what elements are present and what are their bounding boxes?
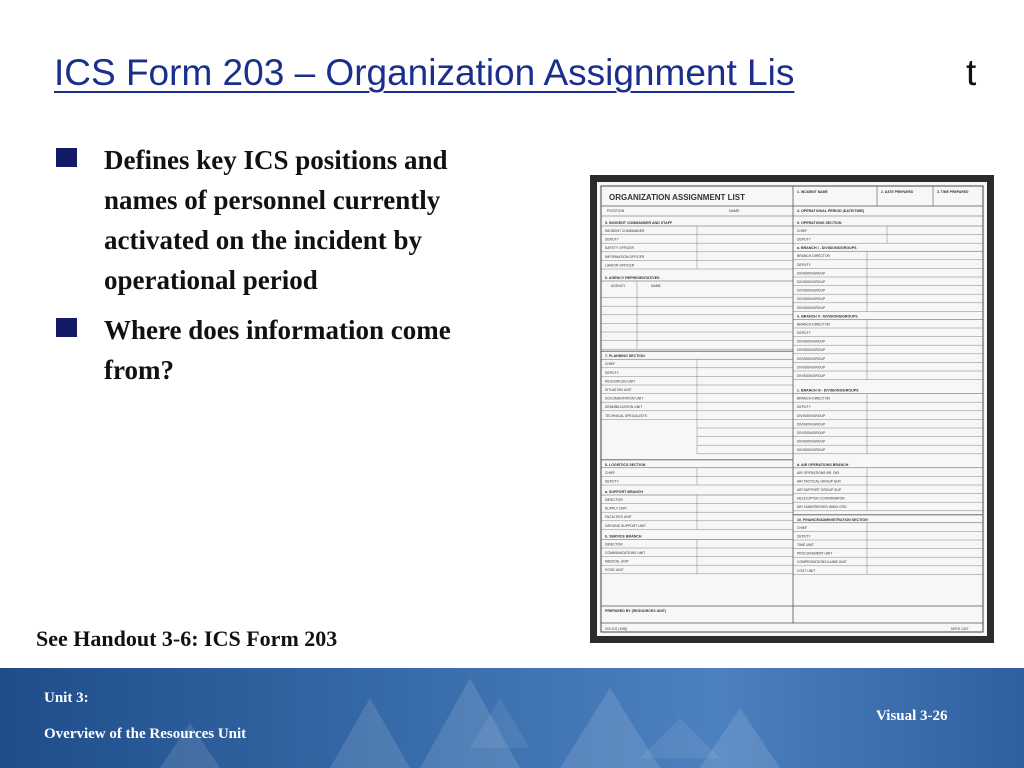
form-row-label: NAME [651, 284, 661, 288]
handout-note: See Handout 3-6: ICS Form 203 [36, 626, 338, 651]
form-row-label: DIVISION/GROUP [797, 271, 826, 276]
form-row-label: FACILITIES UNIT [605, 515, 632, 520]
form-row-label: BRANCH DIRECTOR [797, 254, 830, 259]
form-column-head: NAME [729, 209, 740, 213]
form-row-label: DEPUTY [797, 405, 811, 410]
form-row-label: MEDICAL UNIT [605, 559, 629, 564]
form-drawing [597, 182, 987, 636]
form-row-label: DIVISION/GROUP [797, 422, 826, 427]
footer-unit: Unit 3: [44, 690, 89, 706]
form-row-label: DIVISION/GROUP [797, 431, 826, 435]
form-row-label: CHIEF [605, 362, 616, 367]
form-row-label: CHIEF [797, 229, 808, 233]
form-row-label: DEPUTY [797, 534, 811, 539]
form-row-label: INFORMATION OFFICER [605, 254, 645, 259]
form-footer-left: 203 ICS (1/98) [605, 627, 628, 631]
form-row-label: CHIEF [605, 470, 616, 475]
slide-title-tail: t [966, 52, 977, 93]
slide-title [54, 52, 984, 104]
form-row-label: AGENCY [611, 284, 626, 288]
form-row-label: COST UNIT [797, 568, 816, 573]
form-section-title: 7. PLANNING SECTION [605, 354, 645, 359]
square-bullet-icon [56, 148, 77, 167]
form-column-head: POSITION [607, 209, 625, 213]
form-row-label: DEPUTY [797, 237, 811, 242]
form-row-label: LIAISON OFFICER [605, 263, 635, 268]
form-row-label: DEPUTY [605, 479, 619, 484]
form-row-label: RESOURCES UNIT [605, 379, 636, 384]
slide-title-text: ICS Form 203 – Organization Assignment Lis [54, 52, 795, 93]
form-section-title: a. BRANCH I - DIVISIONS/GROUPS [797, 246, 857, 251]
bullet-item [56, 140, 496, 300]
form-row-label: DEPUTY [797, 331, 811, 335]
form-row-label: FOOD UNIT [605, 568, 624, 573]
form-section-title: 5. INCIDENT COMMANDER AND STAFF [605, 221, 673, 225]
form-row-label: DIVISION/GROUP [797, 374, 826, 378]
form-row-label: PROCUREMENT UNIT [797, 551, 833, 556]
form-row-label: DIVISION/GROUP [797, 297, 826, 302]
form-column-head: 4. OPERATIONAL PERIOD (DATE/TIME) [797, 209, 865, 213]
form-sheet [597, 182, 987, 636]
form-section-title: 6. AGENCY REPRESENTATIVES [605, 276, 660, 280]
form-section-title: 9. OPERATIONS SECTION [797, 221, 842, 225]
form-prepared-by: PREPARED BY (RESOURCES UNIT) [605, 609, 667, 613]
form-row-label: AIR OPERATIONS BR. DIR. [797, 470, 840, 475]
form-row-label: DIVISION/GROUP [797, 413, 826, 418]
footer-arrows-decoration [0, 668, 1024, 768]
form-row-label: HELICOPTER COORDINATOR [797, 496, 845, 501]
form-row-label: TECHNICAL SPECIALISTS [605, 413, 647, 418]
form-row-label: DIVISION/GROUP [797, 305, 826, 310]
form-row-label: DIVISION/GROUP [797, 356, 826, 361]
form-row-label: AIR TANKER/FIXED WING CRD. [797, 505, 848, 510]
form-row-label: DEPUTY [605, 370, 619, 375]
form-footer-right: NFES 1327 [951, 627, 969, 631]
form-row-label: DEPUTY [797, 262, 811, 267]
form-section-title: c. BRANCH III - DIVISIONS/GROUPS [797, 388, 859, 393]
form-section-title: a. SUPPORT BRANCH [605, 490, 643, 494]
form-section-title: 8. LOGISTICS SECTION [605, 462, 646, 467]
form-row-label: DIVISION/GROUP [797, 288, 826, 293]
footer-subtitle: Overview of the Resources Unit [44, 726, 247, 742]
form-row-label: DIRECTOR [605, 498, 623, 502]
bullet-text: Where does information come from? [104, 315, 451, 385]
form-section-title: d. AIR OPERATIONS BRANCH [797, 462, 849, 467]
form-row-label: DEMOBILIZATION UNIT [605, 405, 643, 410]
bullet-text: Defines key ICS positions and names of personnel currently activated on the incident by operational period [104, 145, 448, 295]
form-row-label: DIVISION/GROUP [797, 439, 826, 444]
form-header-cell: 3. TIME PREPARED [937, 190, 969, 194]
form-row-label: SAFETY OFFICER [605, 246, 634, 251]
form-row-label: DIVISION/GROUP [797, 339, 826, 344]
form-section-title: b. BRANCH II - DIVISIONS/GROUPS [797, 314, 858, 319]
form-row-label: DIVISION/GROUP [797, 280, 826, 284]
form-row-label: AIR SUPPORT GROUP SUP. [797, 488, 842, 492]
ics-form-203-image [590, 175, 994, 643]
form-row-label: DEPUTY [605, 237, 619, 242]
bullet-list [56, 140, 496, 400]
form-row-label: DIRECTOR [605, 542, 623, 547]
form-header-cell: 1. INCIDENT NAME [797, 190, 828, 194]
form-row-label: TIME UNIT [797, 543, 814, 547]
bullet-item [56, 310, 496, 390]
footer-visual-number: Visual 3-26 [876, 708, 948, 724]
form-row-label: COMPENSATION/CLAIMS UNIT [797, 560, 847, 565]
form-row-label: DIVISION/GROUP [797, 348, 826, 353]
form-row-label: GROUND SUPPORT UNIT [605, 523, 647, 528]
form-row-label: DIVISION/GROUP [797, 365, 826, 370]
form-header-cell: 2. DATE PREPARED [881, 190, 914, 194]
form-heading: ORGANIZATION ASSIGNMENT LIST [609, 193, 745, 202]
form-row-label: COMMUNICATIONS UNIT [605, 551, 646, 555]
form-section-title: 10. FINANCE/ADMINISTRATION SECTION [797, 517, 868, 522]
form-row-label: AIR TACTICAL GROUP SUP. [797, 479, 842, 484]
form-row-label: DOCUMENTATION UNIT [605, 396, 644, 401]
form-row-label: BRANCH DIRECTOR [797, 322, 830, 327]
form-row-label: BRANCH DIRECTOR [797, 396, 830, 401]
form-section-title: b. SERVICE BRANCH [605, 534, 642, 539]
form-row-label: DIVISION/GROUP [797, 448, 826, 453]
form-row-label: INCIDENT COMMANDER [605, 229, 645, 233]
square-bullet-icon [56, 318, 77, 337]
footer-bar [0, 668, 1024, 768]
form-row-label: CHIEF [797, 525, 808, 530]
form-row-label: SUPPLY UNIT [605, 506, 627, 511]
form-row-label: SITUATION UNIT [605, 388, 632, 392]
